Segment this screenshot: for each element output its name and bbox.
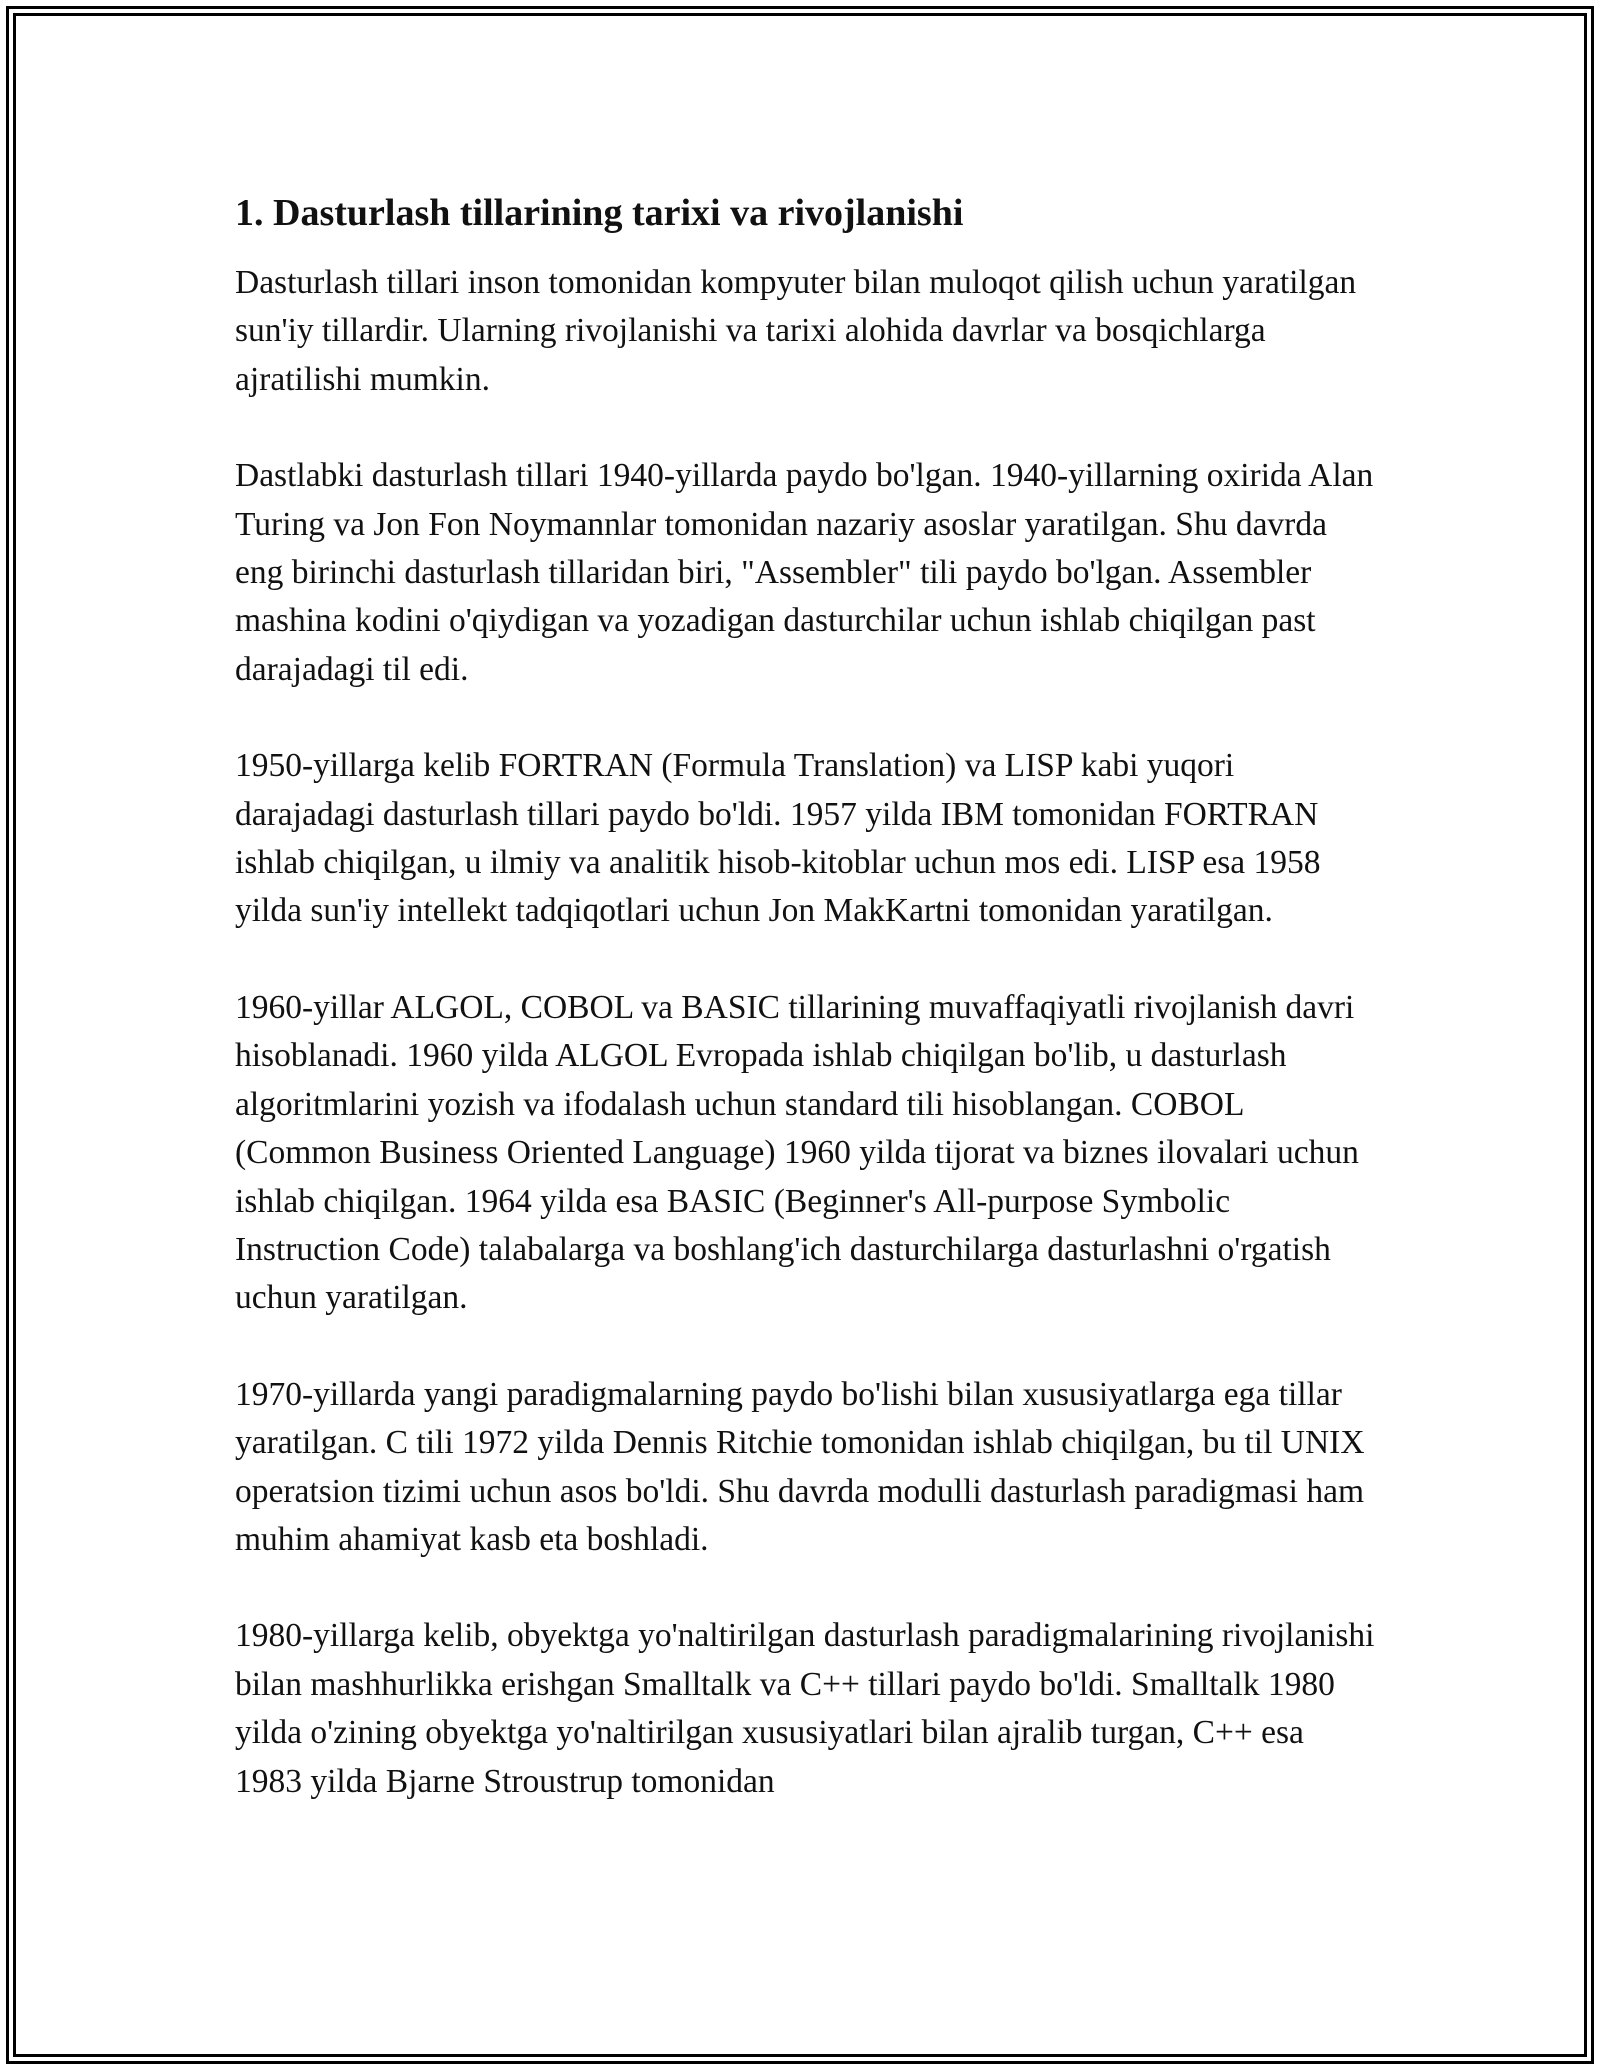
paragraph-1970s: 1970-yillarda yangi paradigmalarning paydo bo'lishi bilan xususiyatlarga ega tillar yaratilgan. C tili 1972 yilda Dennis Ritchie tomonidan ishlab chiqilgan, bu til UNIX operatsion tizimi uchun asos bo'ldi. Shu davrda modulli dasturlash paradigmasi ham muhim ahamiyat kasb eta boshladi. xyxy=(235,1375,1365,1558)
paragraph-introduction: Dasturlash tillari inson tomonidan kompyuter bilan muloqot qilish uchun yaratilgan sun'iy tillardir. Ularning rivojlanishi va tarixi alohida davrlar va bosqichlarga ajratilishi mumkin. xyxy=(235,264,1357,398)
paragraph-1950s: 1950-yillarga kelib FORTRAN (Formula Translation) va LISP kabi yuqori darajadagi dasturlash tillari paydo bo'ldi. 1957 yilda IBM tomonidan FORTRAN ishlab chiqilgan, u ilmiy va analitik hisob-kitoblar uchun mos edi. LISP esa 1958 yilda sun'iy intellekt tadqiqotlari uchun Jon MakKartni tomonidan yaratilgan. xyxy=(235,747,1321,930)
section-heading: 1. Dasturlash tillarining tarixi va rivojlanishi xyxy=(235,192,964,234)
paragraph-1960s: 1960-yillar ALGOL, COBOL va BASIC tillarining muvaffaqiyatli rivojlanish davri hisoblanadi. 1960 yilda ALGOL Evropada ishlab chiqilgan bo'lib, u dasturlash algoritmlarini yozish va ifodalash uchun standard tili hisoblangan. COBOL (Common Business Oriented Language) 1960 yilda tijorat va biznes ilovalari uchun ishlab chiqilgan. 1964 yilda esa BASIC (Beginner's All-purpose Symbolic Instruction Code) talabalarga va boshlang'ich dasturchilarga dasturlashni o'rgatish uchun yaratilgan. xyxy=(235,988,1359,1317)
document-body xyxy=(235,187,1375,1806)
paragraph-1940s: Dastlabki dasturlash tillari 1940-yillarda paydo bo'lgan. 1940-yillarning oxirida Alan Turing va Jon Fon Noymannlar tomonidan nazariy asoslar yaratilgan. Shu davrda eng birinchi dasturlash tillaridan biri, "Assembler" tili paydo bo'lgan. Assembler mashina kodini o'qiydigan va yozadigan dasturchilar uchun ishlab chiqilgan past darajadagi til edi. xyxy=(235,457,1374,688)
paragraph-1980s: 1980-yillarga kelib, obyektga yo'naltirilgan dasturlash paradigmalarining rivojlanishi bilan mashhurlikka erishgan Smalltalk va C++ tillari paydo bo'ldi. Smalltalk 1980 yilda o'zining obyektga yo'naltirilgan xususiyatlari bilan ajralib turgan, C++ esa 1983 yilda Bjarne Stroustrup tomonidan xyxy=(235,1617,1375,1800)
